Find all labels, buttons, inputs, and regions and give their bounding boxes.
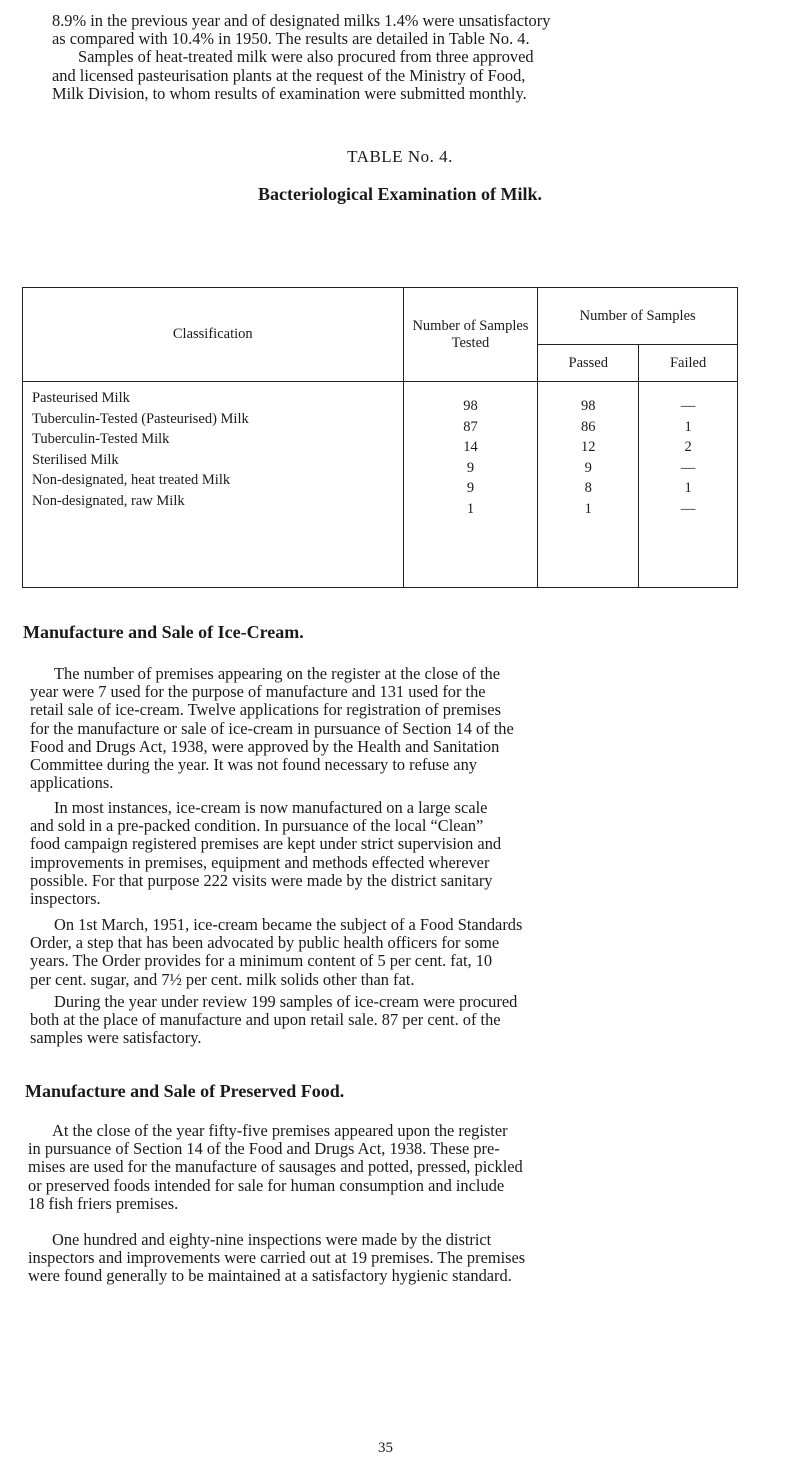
text-line: and licensed pasteurisation plants at the request of the Ministry of Food, bbox=[52, 66, 526, 85]
table-cell: 9 bbox=[584, 459, 592, 476]
table-cell: 2 bbox=[684, 439, 692, 455]
text-line: per cent. sugar, and 7½ per cent. milk solids other than fat. bbox=[30, 970, 415, 989]
classification-column bbox=[23, 382, 404, 588]
text-line: or preserved foods intended for sale for human consumption and include bbox=[28, 1176, 505, 1195]
table-row: Tuberculin-Tested Milk bbox=[32, 431, 170, 447]
table-row: Sterilised Milk bbox=[32, 451, 119, 468]
header-tested-label: Number of Samples Tested bbox=[412, 317, 529, 351]
table-cell: 86 bbox=[581, 418, 596, 435]
text-line: both at the place of manufacture and upon retail sale. 87 per cent. of the bbox=[30, 1011, 501, 1030]
text-line: mises are used for the manufacture of sausages and potted, pressed, pickled bbox=[28, 1158, 523, 1177]
table-row: Non-designated, heat treated Milk bbox=[32, 472, 231, 488]
text-line: for the manufacture or sale of ice-cream in pursuance of Section 14 of the bbox=[30, 719, 514, 738]
ice-cream-paragraph-1 bbox=[30, 665, 742, 792]
intro-paragraph bbox=[52, 12, 742, 103]
text-line: On 1st March, 1951, ice-cream became the subject of a Food Standards bbox=[54, 916, 523, 934]
text-line: improvements in premises, equipment and methods effected wherever bbox=[30, 853, 490, 872]
text-line: and sold in a pre-packed condition. In pursuance of the local “Clean” bbox=[30, 817, 484, 836]
text-line: One hundred and eighty-nine inspections were made by the district bbox=[52, 1231, 492, 1249]
table-row: Pasteurised Milk bbox=[32, 390, 130, 406]
table-cell: 98 bbox=[463, 398, 478, 414]
text-line: Food and Drugs Act, 1938, were approved by the Health and Sanitation bbox=[30, 737, 500, 756]
header-number-of-samples: Number of Samples bbox=[538, 288, 738, 345]
tested-column bbox=[403, 382, 538, 588]
table-row: Non-designated, raw Milk bbox=[32, 492, 185, 509]
text-line: were found generally to be maintained at a satisfactory hygienic standard. bbox=[28, 1267, 512, 1286]
text-line: applications. bbox=[30, 774, 114, 793]
table-cell: 12 bbox=[581, 439, 596, 455]
text-line: Milk Division, to whom results of examination were submitted monthly. bbox=[52, 84, 527, 103]
header-tested bbox=[403, 288, 538, 382]
table-cell: 87 bbox=[463, 418, 478, 435]
text-line: samples were satisfactory. bbox=[30, 1029, 202, 1048]
passed-column bbox=[538, 382, 639, 588]
text-line: retail sale of ice-cream. Twelve applications for registration of premises bbox=[30, 701, 501, 720]
ice-cream-heading: Manufacture and Sale of Ice-Cream. bbox=[23, 622, 304, 642]
header-classification: Classification bbox=[23, 288, 404, 382]
text-line: year were 7 used for the purpose of manufacture and 131 used for the bbox=[30, 683, 486, 702]
preserved-food-heading: Manufacture and Sale of Preserved Food. bbox=[25, 1081, 345, 1101]
text-line: as compared with 10.4% in 1950. The results are detailed in Table No. 4. bbox=[52, 30, 530, 49]
table-cell: — bbox=[680, 500, 696, 517]
text-line: In most instances, ice-cream is now manufactured on a large scale bbox=[54, 799, 488, 817]
table-cell: 1 bbox=[684, 418, 692, 435]
table-cell: 9 bbox=[466, 480, 475, 496]
header-passed: Passed bbox=[538, 345, 639, 382]
ice-cream-paragraph-2 bbox=[30, 799, 742, 908]
text-line: food campaign registered premises are kept under strict supervision and bbox=[30, 835, 502, 854]
table-caption: TABLE No. 4. bbox=[347, 147, 453, 166]
table-cell: — bbox=[680, 398, 696, 414]
ice-cream-paragraph-4 bbox=[30, 993, 742, 1048]
text-line: inspectors. bbox=[30, 890, 101, 909]
text-line: inspectors and improvements were carried out at 19 premises. The premises bbox=[28, 1249, 526, 1268]
header-failed: Failed bbox=[639, 345, 738, 382]
text-line: Order, a step that has been advocated by public health officers for some bbox=[30, 934, 500, 953]
preserved-food-paragraph-1 bbox=[28, 1122, 742, 1213]
text-line: The number of premises appearing on the register at the close of the bbox=[54, 665, 501, 683]
table-cell: 9 bbox=[466, 459, 475, 476]
table-cell: — bbox=[680, 459, 696, 476]
text-line: 18 fish friers premises. bbox=[28, 1194, 179, 1213]
text-line: Samples of heat-treated milk were also procured from three approved bbox=[78, 48, 534, 67]
text-line: During the year under review 199 samples of ice-cream were procured bbox=[54, 993, 518, 1011]
page-number: 35 bbox=[378, 1440, 393, 1456]
table-subtitle: Bacteriological Examination of Milk. bbox=[258, 184, 542, 204]
text-line: in pursuance of Section 14 of the Food and Drugs Act, 1938. These pre- bbox=[28, 1140, 500, 1159]
failed-column bbox=[639, 382, 738, 588]
text-line: possible. For that purpose 222 visits were made by the district sanitary bbox=[30, 871, 493, 890]
text-line: Committee during the year. It was not found necessary to refuse any bbox=[30, 756, 477, 775]
table-cell: 1 bbox=[584, 500, 592, 517]
text-line: At the close of the year fifty-five premises appeared upon the register bbox=[52, 1122, 508, 1140]
preserved-food-paragraph-2 bbox=[28, 1231, 742, 1286]
table-cell: 98 bbox=[581, 398, 596, 414]
table-cell: 14 bbox=[463, 439, 478, 455]
table-cell: 8 bbox=[584, 480, 592, 496]
table-cell: 1 bbox=[466, 500, 475, 517]
milk-examination-table bbox=[22, 287, 738, 588]
text-line: 8.9% in the previous year and of designated milks 1.4% were unsatisfactory bbox=[52, 12, 551, 30]
ice-cream-paragraph-3 bbox=[30, 916, 742, 989]
table-row: Tuberculin-Tested (Pasteurised) Milk bbox=[32, 410, 249, 427]
text-line: years. The Order provides for a minimum content of 5 per cent. fat, 10 bbox=[30, 952, 493, 971]
table-cell: 1 bbox=[684, 480, 692, 496]
